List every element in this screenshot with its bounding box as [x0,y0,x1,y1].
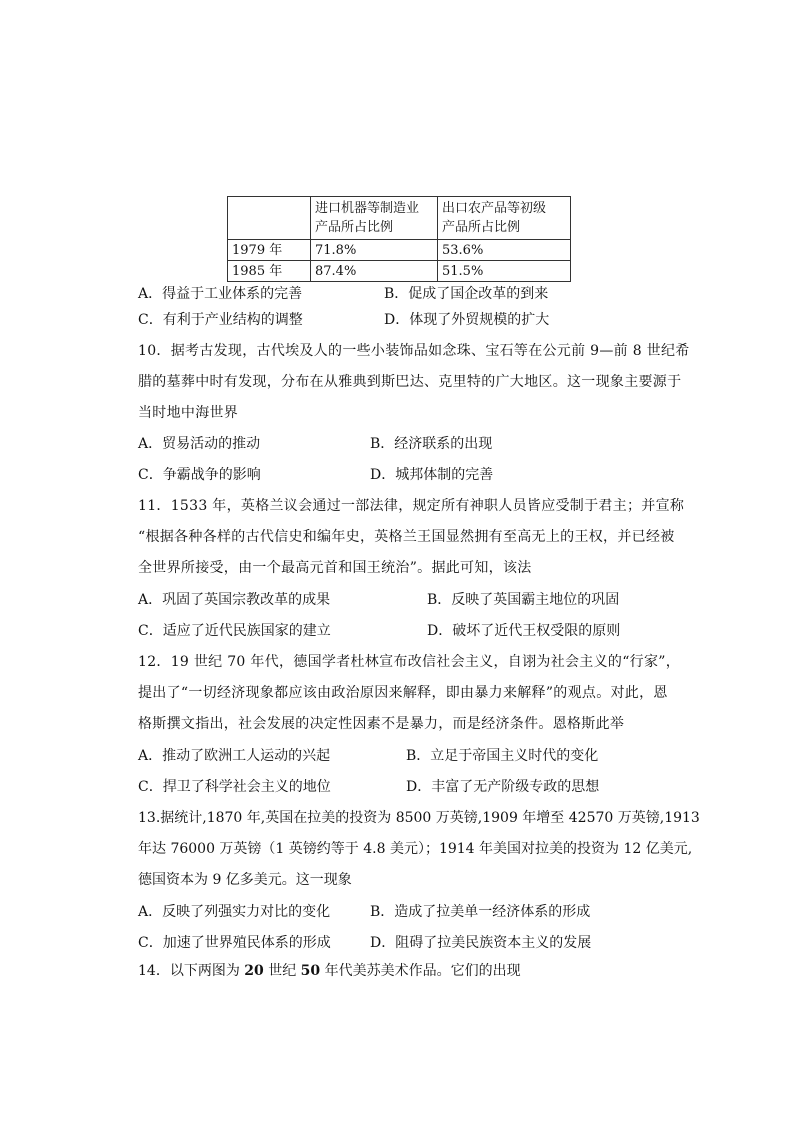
q12-option-c[interactable]: C．捍卫了科学社会主义的地位 [138,779,331,795]
table-header-export-line2: 产品所占比例 [442,220,521,235]
q11-option-c[interactable]: C．适应了近代民族国家的建立 [138,623,331,639]
table-row [228,261,571,282]
table-header-import [311,197,438,240]
table-cell-export: 53.6% [438,240,571,261]
table-cell-export: 51.5% [438,261,571,282]
table-header-import-line1: 进口机器等制造业 [315,201,420,216]
q10-option-a[interactable]: A．贸易活动的推动 [138,436,261,452]
q12-stem-line: 12．19 世纪 70 年代，德国学者杜林宣布改信社会主义，自诩为社会主义的“行家”， [138,654,681,670]
q12-stem-line: 提出了“一切经济现象都应该由政治原因来解释，即由暴力来解释”的观点。对此，恩 [138,685,668,701]
q10-option-b[interactable]: B．经济联系的出现 [370,436,493,452]
q10-option-d[interactable]: D．城邦体制的完善 [370,467,494,483]
q11-option-b[interactable]: B．反映了英国霸主地位的巩固 [427,592,620,608]
table-header-import-line2: 产品所占比例 [315,220,394,235]
q9-option-d[interactable]: D．体现了外贸规模的扩大 [384,312,550,328]
table-header-row [228,197,571,240]
q10-stem-line: 腊的墓葬中时有发现，分布在从雅典到斯巴达、克里特的广大地区。这一现象主要源于 [138,374,682,390]
table-cell-year: 1979 年 [228,240,311,261]
table-header-export [438,197,571,240]
q9-option-a[interactable]: A．得益于工业体系的完善 [138,286,303,302]
q14-stem-century: 20 [244,963,264,979]
q13-option-b[interactable]: B．造成了拉美单一经济体系的形成 [370,904,591,920]
table-header-export-line1: 出口农产品等初级 [442,201,547,216]
q14-stem-line [138,961,521,981]
trade-ratio-table [227,196,571,282]
q12-stem-line: 格斯撰文指出，社会发展的决定性因素不是暴力，而是经济条件。恩格斯此举 [138,716,625,732]
q10-stem-line: 10．据考古发现，古代埃及人的一些小装饰品如念珠、宝石等在公元前 9—前 8 世纪希 [138,343,690,359]
q11-option-d[interactable]: D．破坏了近代王权受限的原则 [427,623,621,639]
q13-option-c[interactable]: C．加速了世界殖民体系的形成 [138,935,331,951]
q13-stem-line: 德国资本为 9 亿多美元。这一现象 [138,872,352,888]
q12-option-a[interactable]: A．推动了欧洲工人运动的兴起 [138,748,331,764]
q12-option-d[interactable]: D．丰富了无产阶级专政的思想 [406,779,600,795]
table-cell-import: 71.8% [311,240,438,261]
q12-option-b[interactable]: B．立足于帝国主义时代的变化 [406,748,599,764]
q11-stem-line: 全世界所接受，由一个最高元首和国王统治”。据此可知，该法 [138,560,532,576]
table-header-empty [228,197,311,240]
q10-stem-line: 当时地中海世界 [138,405,239,421]
q13-option-d[interactable]: D．阻碍了拉美民族资本主义的发展 [370,935,592,951]
q11-stem-line: “根据各种各样的古代信史和编年史，英格兰王国显然拥有至高无上的王权，并已经被 [138,529,675,545]
q13-stem-line: 13.据统计,1870 年,英国在拉美的投资为 8500 万英镑,1909 年增至 42570 万英镑,1913 [138,810,700,826]
q10-option-c[interactable]: C．争霸战争的影响 [138,467,261,483]
q14-stem-part: 世纪 [263,963,301,979]
q14-stem-part: 14．以下两图为 [138,963,245,979]
q11-stem-line: 11．1533 年，英格兰议会通过一部法律，规定所有神职人员皆应受制于君主；并宣称 [138,498,685,514]
q9-option-c[interactable]: C．有利于产业结构的调整 [138,312,303,328]
q13-stem-line: 年达 76000 万英镑（1 英镑约等于 4.8 美元）；1914 年美国对拉美的投资为 12 亿美元, [138,841,693,857]
q14-stem-part: 年代美苏美术作品。它们的出现 [320,963,521,979]
q14-stem-decade: 50 [300,963,321,979]
table-row [228,240,571,261]
q9-option-b[interactable]: B．促成了国企改革的到来 [384,286,549,302]
table-cell-year: 1985 年 [228,261,311,282]
q13-option-a[interactable]: A．反映了列强实力对比的变化 [138,904,331,920]
q11-option-a[interactable]: A．巩固了英国宗教改革的成果 [138,592,331,608]
table-cell-import: 87.4% [311,261,438,282]
